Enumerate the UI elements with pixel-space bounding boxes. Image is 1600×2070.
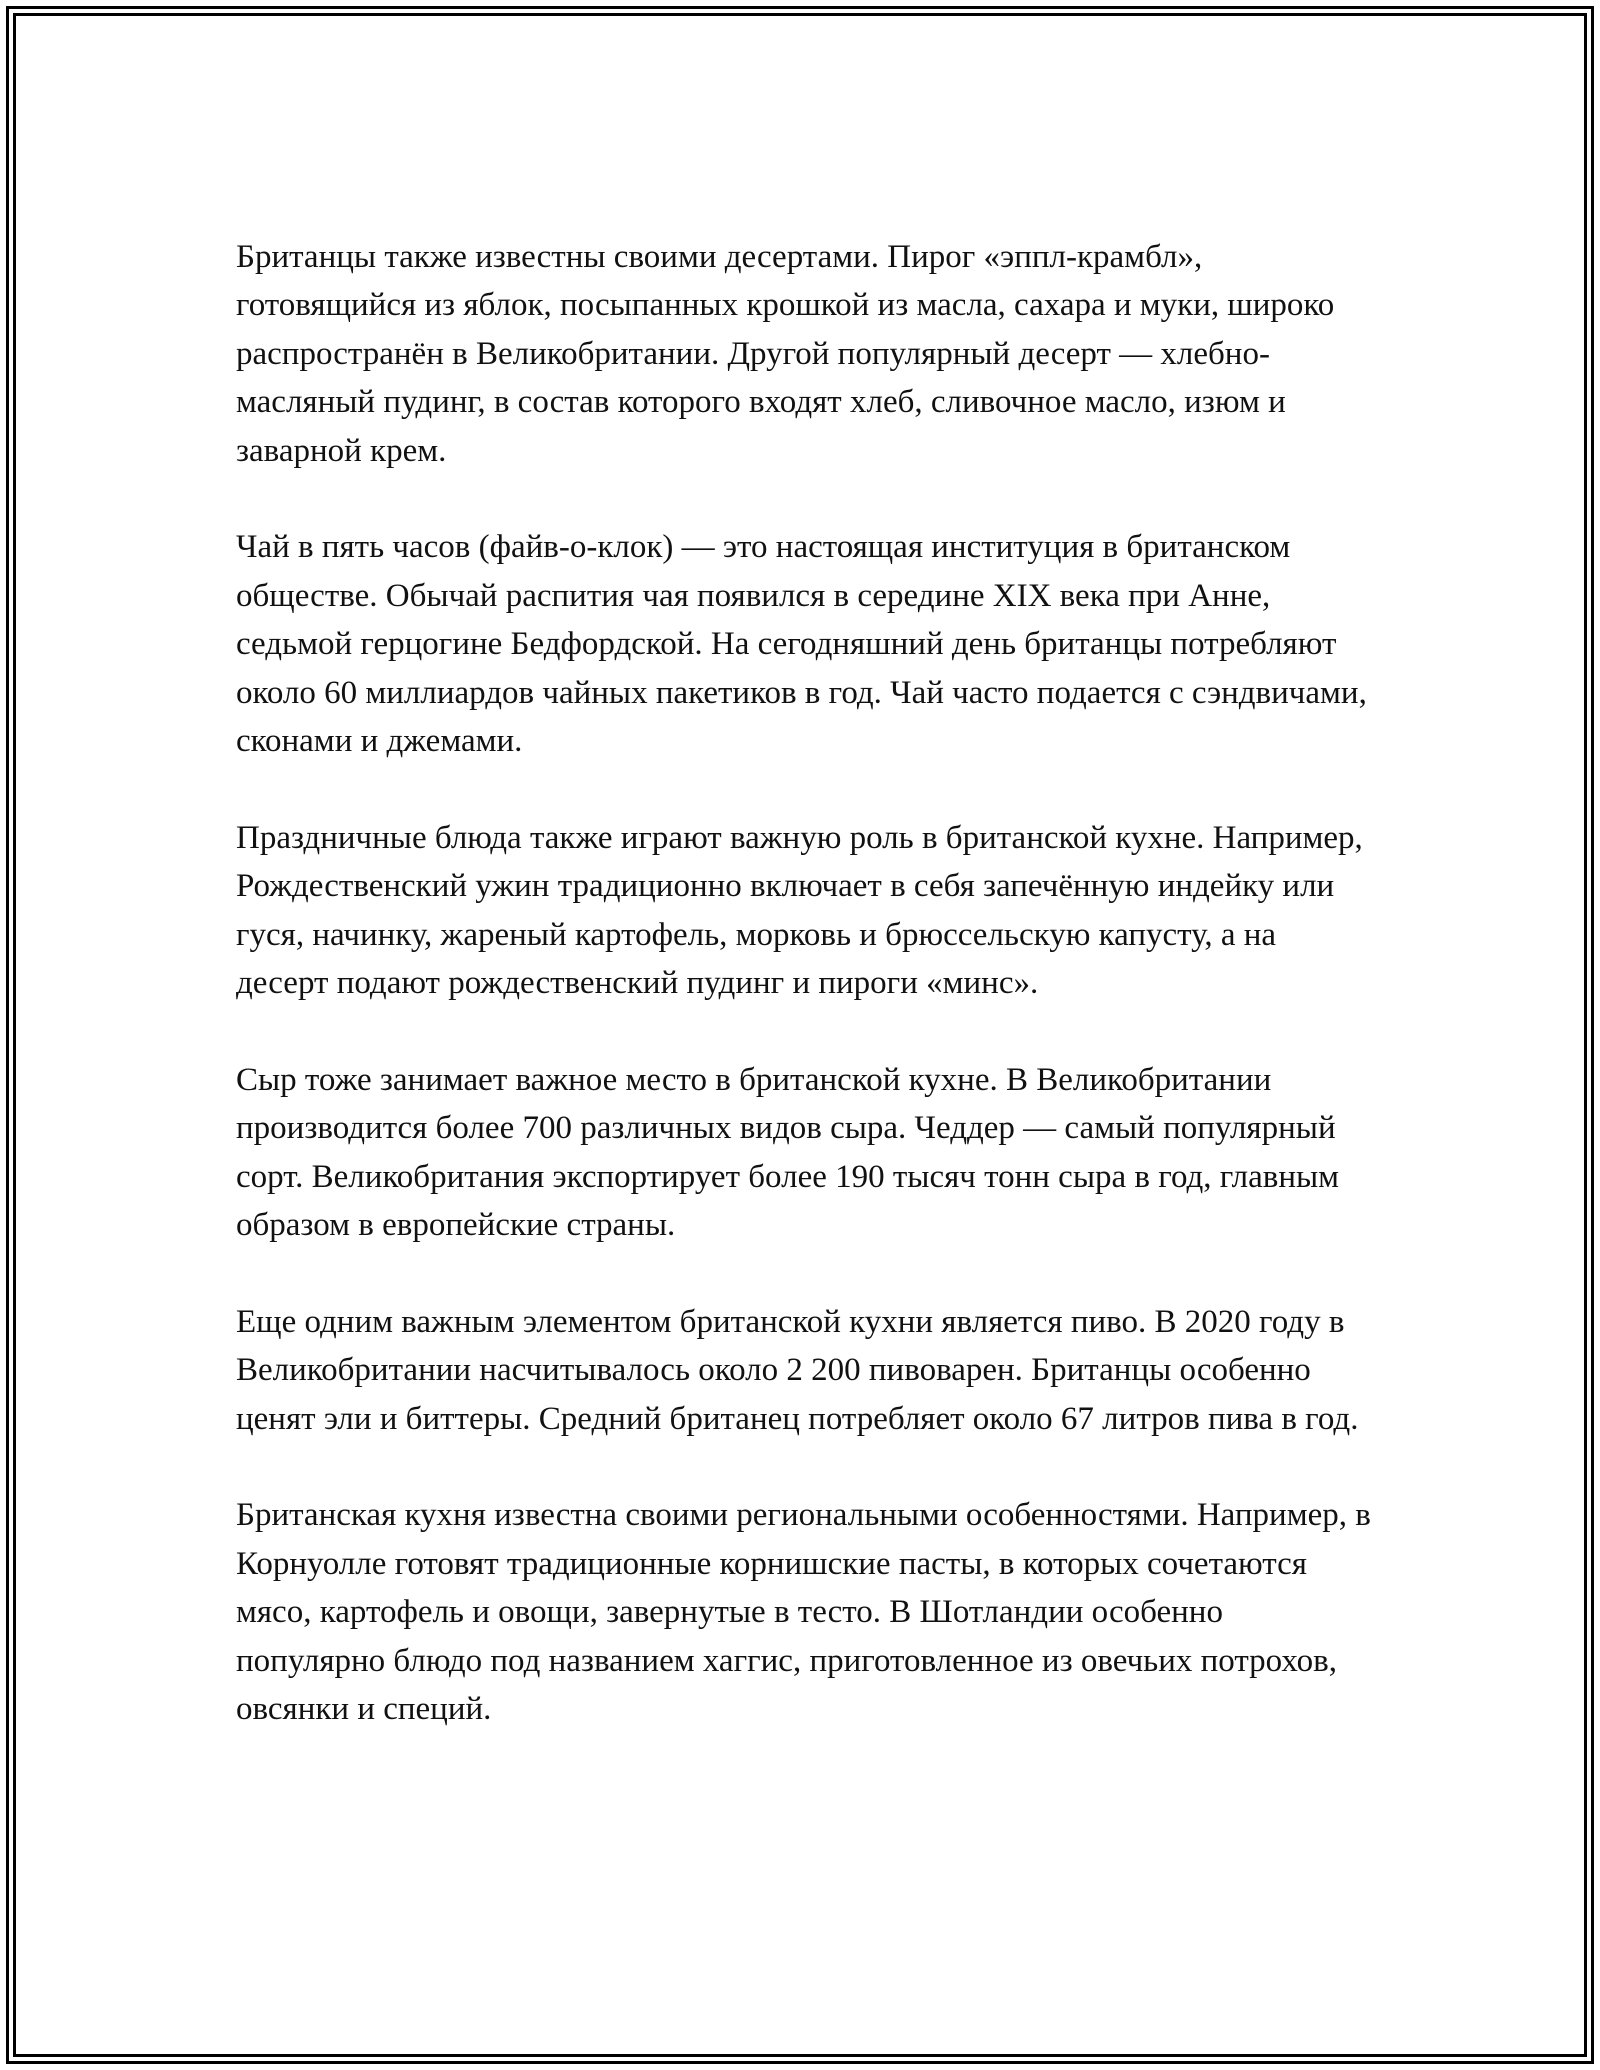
paragraph-five-o-clock-tea: Чай в пять часов (файв-о-клок) — это настоящая институция в британском обществе. Обычай распития чая появился в середине XIX века при Анне, седьмой герцогине Бедфордской. На сегодняшний день британцы потребляют около 60 миллиардов чайных пакетиков в год. Чай часто подается с сэндвичами, сконами и джемами. [236, 529, 1367, 760]
paragraph-cheese: Сыр тоже занимает важное место в британской кухне. В Великобритании производится более 700 различных видов сыра. Чеддер — самый популярный сорт. Великобритания экспортирует более 190 тысяч тонн сыра в год, главным образом в европейские страны. [236, 1061, 1340, 1244]
paragraph-desserts: Британцы также известны своими десертами. Пирог «эппл-крамбл», готовящийся из яблок, посыпанных крошкой из масла, сахара и муки, широко распространён в Великобритании. Другой популярный десерт — хлебно-масляный пудинг, в состав которого входят хлеб, сливочное масло, изюм и заварной крем. [236, 239, 1335, 469]
document-body [236, 233, 1376, 1734]
paragraph-holiday-dishes: Праздничные блюда также играют важную роль в британской кухне. Например, Рождественский ужин традиционно включает в себя запечённую индейку или гуся, начинку, жареный картофель, морковь и брюссельскую капусту, а на десерт подают рождественский пудинг и пироги «минс». [236, 819, 1363, 1002]
paragraph-regional-specialties: Британская кухня известна своими региональными особенностями. Например, в Корнуолле готовят традиционные корнишские пасты, в которых сочетаются мясо, картофель и овощи, завернутые в тесто. В Шотландии особенно популярно блюдо под названием хаггис, приготовленное из овечьих потрохов, овсянки и специй. [236, 1497, 1371, 1728]
paragraph-beer: Еще одним важным элементом британской кухни является пиво. В 2020 году в Великобритании насчитывалось около 2 200 пивоварен. Британцы особенно ценят эли и биттеры. Средний британец потребляет около 67 литров пива в год. [236, 1303, 1359, 1437]
